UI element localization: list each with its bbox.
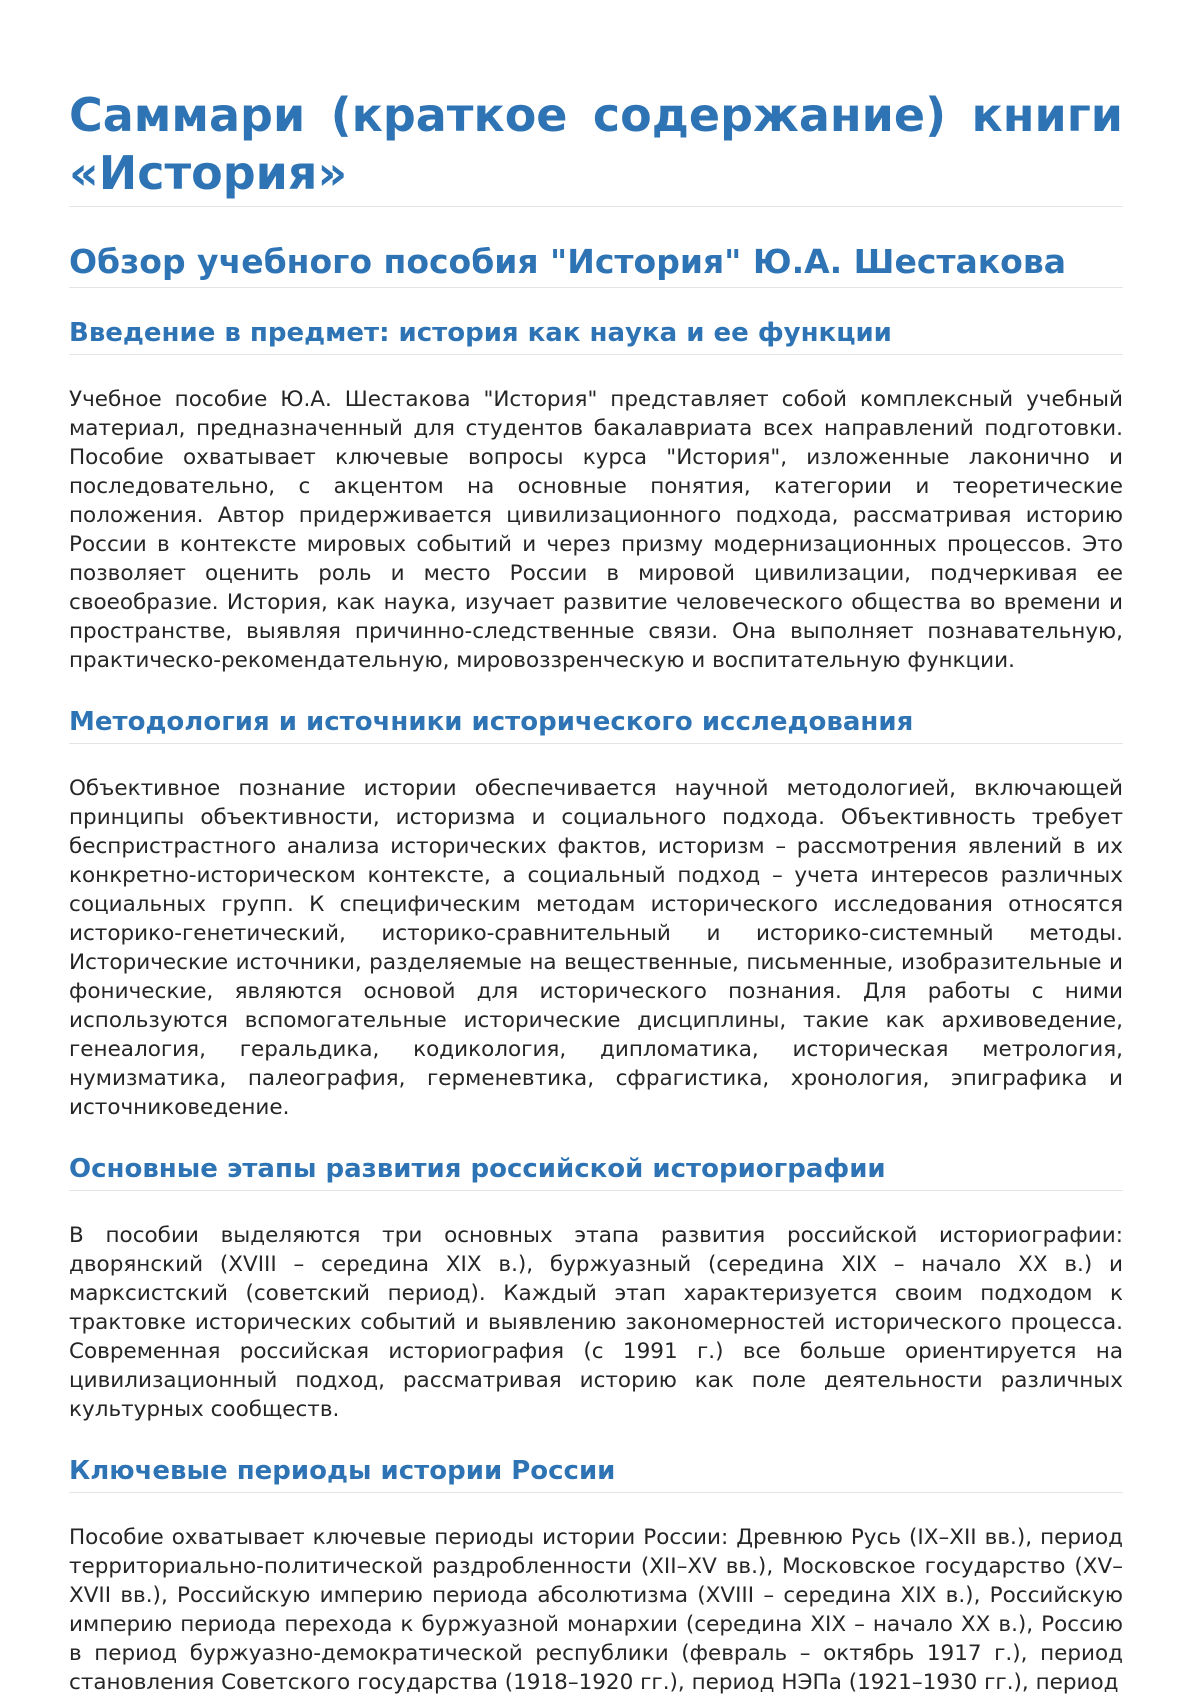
section-text-historiography: В пособии выделяются три основных этапа развития российской историографии: дворянский (XVIII – середина XIX в.), буржуазный (середина XIX – начало XX в.) и марксистский (советский период). Каждый этап характеризуется своим подходом к трактовке исторических событий и выявлению закономерностей исторического процесса. Современная российская историография (с 1991 г.) все больше ориентируется на цивилизационный подход, рассматривая историю как поле деятельности различных культурных сообществ. [69,1223,1123,1422]
document-title: Саммари (краткое содержание) книги «История» [69,86,1123,207]
section-heading-methodology: Методология и источники исторического исследования [69,705,1123,744]
document-page [69,86,1123,1697]
section-heading-intro: Введение в предмет: история как наука и ее функции [69,316,1123,355]
document-subtitle: Обзор учебного пособия "История" Ю.А. Шестакова [69,241,1123,288]
section-heading-periods: Ключевые периоды истории России [69,1454,1123,1493]
section-text-methodology: Объективное познание истории обеспечивается научной методологией, включающей принципы объективности, историзма и социального подхода. Объективность требует беспристрастного анализа исторических фактов, историзм – рассмотрения явлений в их конкретно-историческом контексте, а социальный подход – учета интересов различных социальных групп. К специфическим методам исторического исследования относятся историко-генетический, историко-сравнительный и историко-системный методы. Исторические источники, разделяемые на вещественные, письменные, изобразительные и фонические, являются основой для исторического познания. Для работы с ними используются вспомогательные исторические дисциплины, такие как архивоведение, генеалогия, геральдика, кодикология, дипломатика, историческая метрология, нумизматика, палеография, герменевтика, сфрагистика, хронология, эпиграфика и источниковедение. [69,776,1123,1120]
section-text-intro: Учебное пособие Ю.А. Шестакова "История" представляет собой комплексный учебный материал, предназначенный для студентов бакалавриата всех направлений подготовки. Пособие охватывает ключевые вопросы курса "История", изложенные лаконично и последовательно, с акцентом на основные понятия, категории и теоретические положения. Автор придерживается цивилизационного подхода, рассматривая историю России в контексте мировых событий и через призму модернизационных процессов. Это позволяет оценить роль и место России в мировой цивилизации, подчеркивая ее своеобразие. История, как наука, изучает развитие человеческого общества во времени и пространстве, выявляя причинно-следственные связи. Она выполняет познавательную, практическо-рекомендательную, мировоззренческую и воспитательную функции. [69,387,1123,673]
section-text-periods: Пособие охватывает ключевые периоды истории России: Древнюю Русь (IX–XII вв.), период территориально-политической раздробленности (XII–XV вв.), Московское государство (XV–XVII вв.), Российскую империю периода абсолютизма (XVIII – середина XIX в.), Российскую империю периода перехода к буржуазной монархии (середина XIX – начало XX в.), Россию в период буржуазно-демократической республики (февраль – октябрь 1917 г.), период становления Советского государства (1918–1920 гг.), период НЭПа (1921–1930 гг.), период [69,1525,1123,1695]
section-heading-historiography: Основные этапы развития российской историографии [69,1152,1123,1191]
